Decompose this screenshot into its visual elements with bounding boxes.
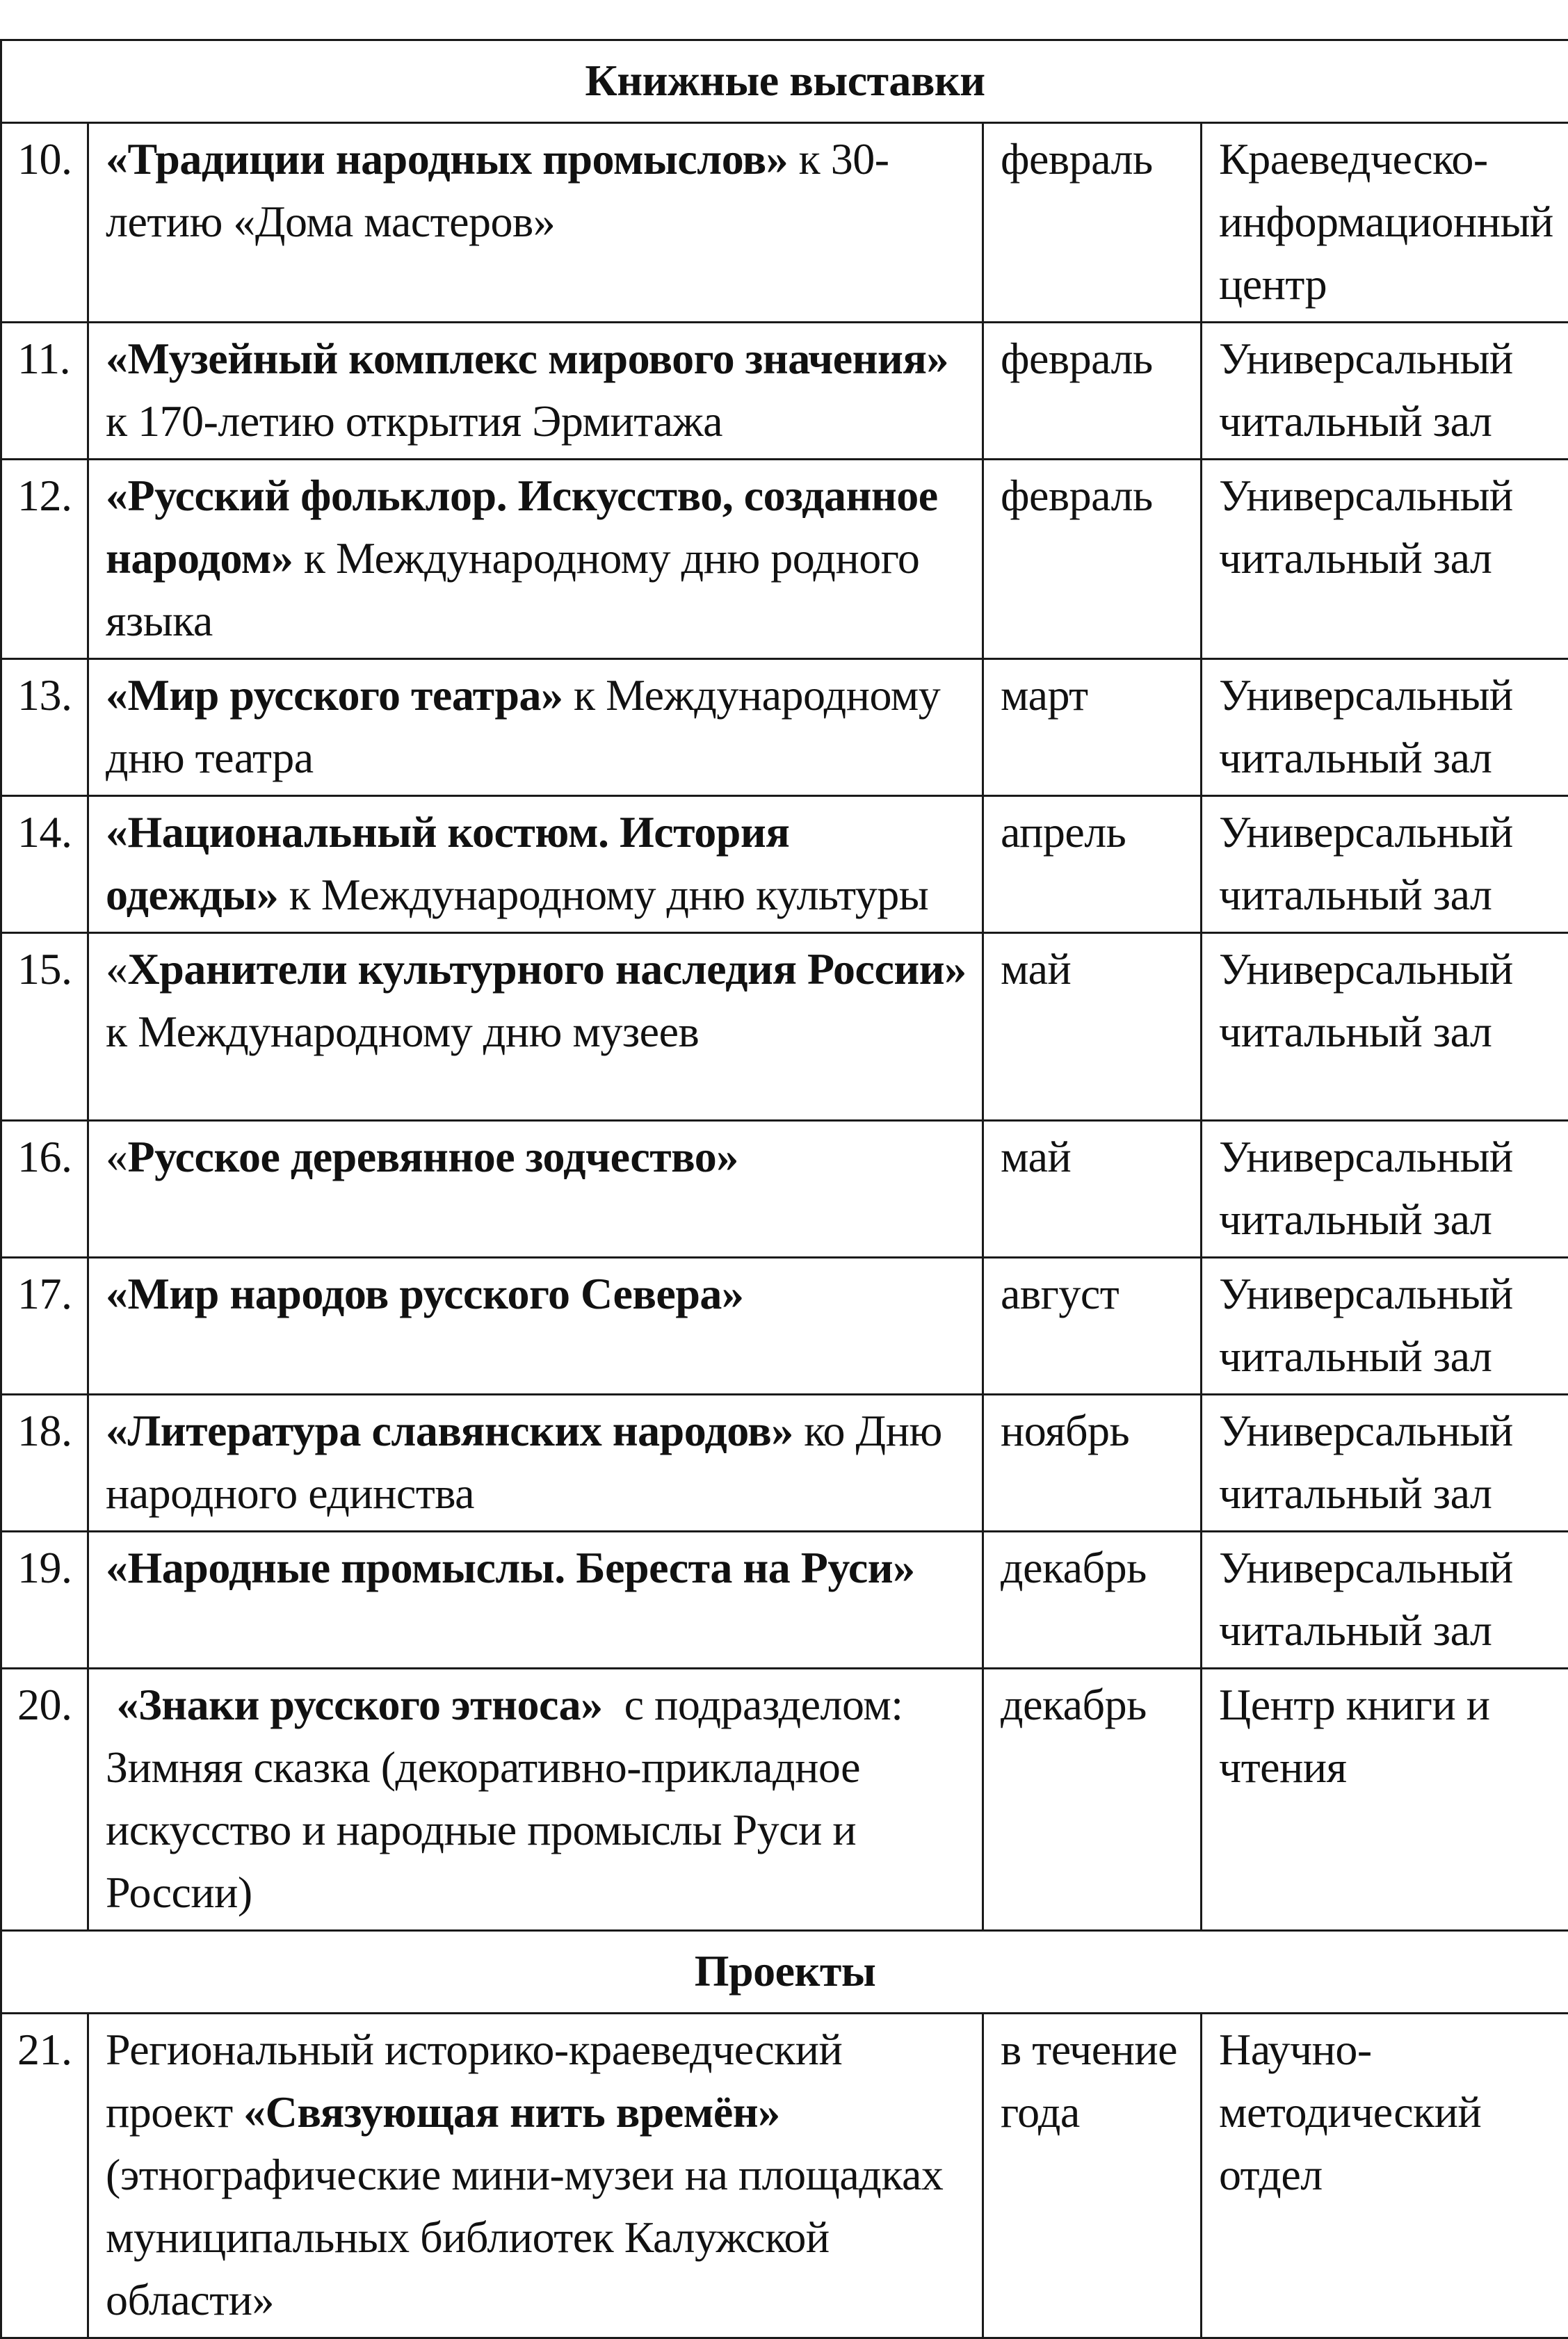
- row-number: 20.: [1, 1669, 88, 1931]
- event-date: август: [983, 1258, 1202, 1395]
- event-venue: Универсальный читальный зал: [1202, 1121, 1568, 1258]
- title-bold-part: «Мир народов русского Севера»: [106, 1269, 743, 1318]
- row-number: 10.: [1, 123, 88, 323]
- event-venue: Универсальный читальный зал: [1202, 1395, 1568, 1532]
- title-text-part: к 30-летию «Дома мастеров»: [106, 134, 889, 246]
- section-header-row: [1, 40, 1568, 123]
- table-row: [1, 1532, 1568, 1669]
- event-venue: Научно-методический отдел: [1202, 2014, 1568, 2338]
- row-number: 21.: [1, 2014, 88, 2338]
- events-table: [0, 39, 1568, 2339]
- event-title: [88, 1121, 983, 1258]
- table-row: [1, 123, 1568, 323]
- event-date: апрель: [983, 796, 1202, 933]
- event-date: декабрь: [983, 1669, 1202, 1931]
- title-bold-part: «Русский фольклор. Искусство, созданное народом»: [106, 471, 948, 583]
- title-bold-part: «Традиции народных промыслов»: [106, 134, 788, 184]
- section-title: Проекты: [1, 1931, 1568, 2014]
- event-title: [88, 796, 983, 933]
- title-text-part: к Международному дню музеев: [106, 944, 977, 1056]
- event-title: [88, 323, 983, 460]
- row-number: 14.: [1, 796, 88, 933]
- title-text-part: Региональный историко-краеведческий проект: [106, 2025, 853, 2137]
- event-date: февраль: [983, 123, 1202, 323]
- event-venue: Универсальный читальный зал: [1202, 323, 1568, 460]
- event-title: [88, 123, 983, 323]
- event-title: [88, 933, 983, 1121]
- table-row: [1, 796, 1568, 933]
- title-bold-part: «Знаки русского этноса»: [106, 1680, 603, 1729]
- section-title: Книжные выставки: [1, 40, 1568, 123]
- title-bold-part: «Музейный комплекс мирового значения»: [106, 334, 948, 383]
- table-row: [1, 659, 1568, 796]
- event-venue: Универсальный читальный зал: [1202, 933, 1568, 1121]
- section-header-row: [1, 1931, 1568, 2014]
- row-number: 15.: [1, 933, 88, 1121]
- event-venue: Универсальный читальный зал: [1202, 796, 1568, 933]
- row-number: 11.: [1, 323, 88, 460]
- title-text-part: к Международному дню родного языка: [106, 533, 930, 645]
- event-venue: Универсальный читальный зал: [1202, 659, 1568, 796]
- event-venue: Центр книги и чтения: [1202, 1669, 1568, 1931]
- event-date: май: [983, 1121, 1202, 1258]
- title-bold-part: Русское деревянное зодчество»: [128, 1132, 738, 1181]
- row-number: 18.: [1, 1395, 88, 1532]
- event-title: [88, 1669, 983, 1931]
- table-body: [1, 40, 1568, 2338]
- title-text-part: с подразделом: Зимняя сказка (декоративно-прикладное искусство и народные промыслы Руси и России): [106, 1680, 914, 1917]
- event-venue: Универсальный читальный зал: [1202, 1532, 1568, 1669]
- event-date: май: [983, 933, 1202, 1121]
- table-row: [1, 1669, 1568, 1931]
- title-bold-part: «Народные промыслы. Береста на Руси»: [106, 1543, 915, 1592]
- event-venue: Универсальный читальный зал: [1202, 460, 1568, 659]
- event-title: [88, 1258, 983, 1395]
- title-bold-part: «Связующая нить времён»: [243, 2087, 779, 2137]
- title-text-part: (этнографические мини-музеи на площадках муниципальных библиотек Калужской области»: [106, 2087, 954, 2324]
- event-title: [88, 659, 983, 796]
- document-page: [0, 39, 1568, 2339]
- event-date: февраль: [983, 323, 1202, 460]
- title-text-part: к 170-летию открытия Эрмитажа: [106, 334, 960, 446]
- event-venue: Универсальный читальный зал: [1202, 1258, 1568, 1395]
- title-text-part: к Международному дню культуры: [278, 870, 928, 919]
- event-title: [88, 1532, 983, 1669]
- row-number: 17.: [1, 1258, 88, 1395]
- event-venue: Краеведческо-информационный центр: [1202, 123, 1568, 323]
- table-row: [1, 323, 1568, 460]
- event-date: март: [983, 659, 1202, 796]
- table-row: [1, 933, 1568, 1121]
- event-title: [88, 2014, 983, 2338]
- row-number: 19.: [1, 1532, 88, 1669]
- title-bold-part: Хранители культурного наследия России»: [128, 944, 967, 994]
- title-bold-part: «Литература славянских народов»: [106, 1406, 793, 1455]
- title-text-part: «: [106, 944, 128, 994]
- table-row: [1, 1258, 1568, 1395]
- title-text-part: «: [106, 1132, 128, 1181]
- event-date: в течение года: [983, 2014, 1202, 2338]
- title-text-part: ко Дню народного единства: [106, 1406, 953, 1518]
- table-row: [1, 1121, 1568, 1258]
- event-title: [88, 460, 983, 659]
- table-row: [1, 1395, 1568, 1532]
- row-number: 13.: [1, 659, 88, 796]
- title-bold-part: «Мир русского театра»: [106, 670, 563, 720]
- event-date: ноябрь: [983, 1395, 1202, 1532]
- event-date: декабрь: [983, 1532, 1202, 1669]
- row-number: 12.: [1, 460, 88, 659]
- event-date: февраль: [983, 460, 1202, 659]
- title-bold-part: «Национальный костюм. История одежды»: [106, 807, 800, 919]
- table-row: [1, 460, 1568, 659]
- row-number: 16.: [1, 1121, 88, 1258]
- event-title: [88, 1395, 983, 1532]
- table-row: [1, 2014, 1568, 2338]
- title-text-part: к Международному дню театра: [106, 670, 951, 782]
